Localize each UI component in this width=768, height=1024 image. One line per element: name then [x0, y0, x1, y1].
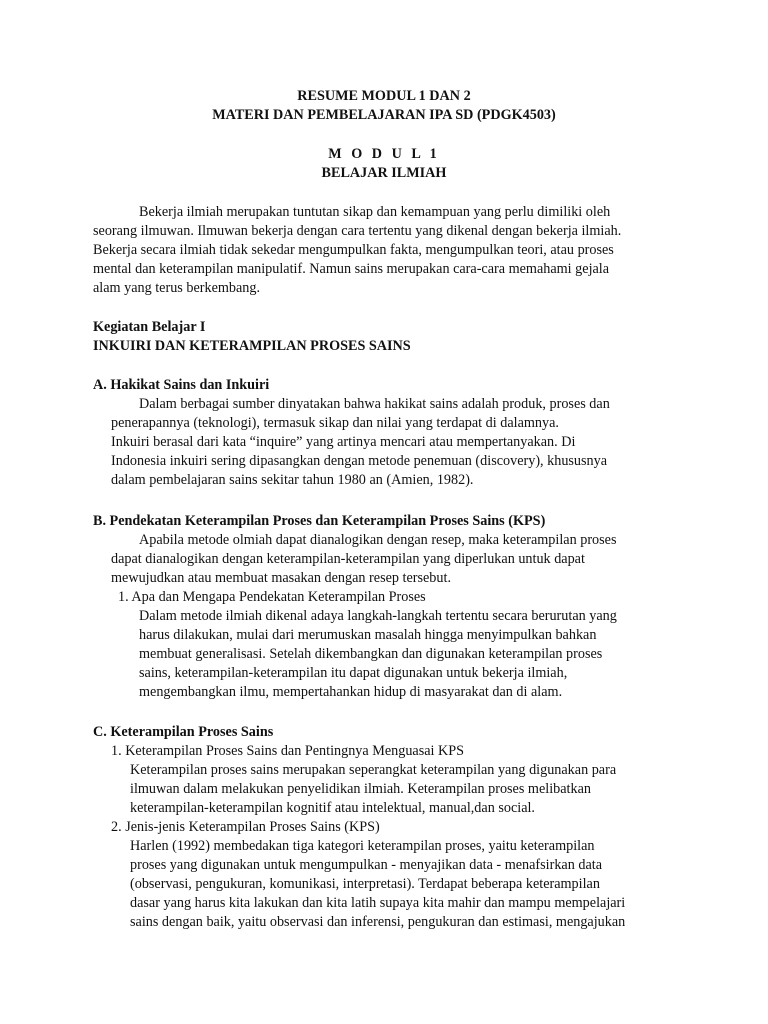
- document-title: RESUME MODUL 1 DAN 2: [297, 88, 471, 104]
- paragraph-line: Inkuiri berasal dari kata “inquire” yang artinya mencari atau mempertanyakan. Di: [111, 434, 576, 450]
- paragraph-line: dapat dianalogikan dengan keterampilan-keterampilan yang diperlukan untuk dapat: [111, 551, 585, 567]
- paragraph-line: Dalam berbagai sumber dinyatakan bahwa hakikat sains adalah produk, proses dan: [139, 396, 610, 412]
- paragraph-line: Bekerja secara ilmiah tidak sekedar mengumpulkan fakta, mengumpulkan teori, atau proses: [93, 242, 614, 258]
- paragraph-line: membuat generalisasi. Setelah dikembangkan dan digunakan keterampilan proses: [139, 646, 603, 662]
- paragraph-line: proses yang digunakan untuk mengumpulkan - menyajikan data - menafsirkan data: [130, 857, 602, 873]
- kegiatan-label: Kegiatan Belajar I: [93, 319, 206, 335]
- paragraph-line: dalam pembelajaran sains sekitar tahun 1980 an (Amien, 1982).: [111, 472, 474, 488]
- list-item-title: 1. Keterampilan Proses Sains dan Pentingnya Menguasai KPS: [111, 743, 465, 759]
- paragraph-line: Dalam metode ilmiah dikenal adaya langkah-langkah tertentu secara berurutan yang: [139, 608, 617, 624]
- paragraph-line: ilmuwan dalam melakukan penyelidikan ilmiah. Keterampilan proses melibatkan: [130, 781, 591, 797]
- paragraph-line: keterampilan-keterampilan kognitif atau intelektual, manual,dan social.: [130, 800, 535, 816]
- paragraph-line: mental dan keterampilan manipulatif. Namun sains merupakan cara-cara memahami gejala: [93, 261, 610, 277]
- paragraph-line: Keterampilan proses sains merupakan seperangkat keterampilan yang digunakan para: [130, 762, 617, 778]
- paragraph-line: mengembangkan ilmu, mempertahankan hidup di masyarakat dan di alam.: [139, 684, 563, 700]
- paragraph-line: mewujudkan atau membuat masakan dengan resep tersebut.: [111, 570, 451, 586]
- paragraph-line: Bekerja ilmiah merupakan tuntutan sikap dan kemampuan yang perlu dimiliki oleh: [139, 204, 611, 220]
- paragraph-line: penerapannya (teknologi), termasuk sikap dan nilai yang terdapat di dalamnya.: [111, 415, 559, 431]
- document-subtitle: MATERI DAN PEMBELAJARAN IPA SD (PDGK4503): [212, 107, 556, 123]
- kegiatan-title: INKUIRI DAN KETERAMPILAN PROSES SAINS: [93, 338, 411, 354]
- paragraph-line: alam yang terus berkembang.: [93, 280, 261, 296]
- paragraph-line: Apabila metode olmiah dapat dianalogikan dengan resep, maka keterampilan proses: [139, 532, 617, 548]
- list-item-title: 1. Apa dan Mengapa Pendekatan Keterampilan Proses: [118, 589, 426, 605]
- modul-subheading: BELAJAR ILMIAH: [321, 165, 447, 181]
- section-heading: A. Hakikat Sains dan Inkuiri: [93, 377, 270, 393]
- paragraph-line: Indonesia inkuiri sering dipasangkan dengan metode penemuan (discovery), khususnya: [111, 453, 608, 469]
- paragraph-line: seorang ilmuwan. Ilmuwan bekerja dengan cara tertentu yang dikenal dengan bekerja ilmiah.: [93, 223, 622, 239]
- paragraph-line: sains, keterampilan-keterampilan itu dapat digunakan untuk bekerja ilmiah,: [139, 665, 568, 681]
- list-item-title: 2. Jenis-jenis Keterampilan Proses Sains (KPS): [111, 819, 380, 835]
- section-heading: B. Pendekatan Keterampilan Proses dan Keterampilan Proses Sains (KPS): [93, 513, 546, 529]
- paragraph-line: harus dilakukan, mulai dari merumuskan masalah hingga menyimpulkan bahkan: [139, 627, 597, 643]
- section-heading: C. Keterampilan Proses Sains: [93, 724, 274, 740]
- paragraph-line: Harlen (1992) membedakan tiga kategori keterampilan proses, yaitu keterampilan: [130, 838, 595, 854]
- paragraph-line: dasar yang harus kita lakukan dan kita latih supaya kita mahir dan mampu mempelajari: [130, 895, 626, 911]
- paragraph-line: (observasi, pengukuran, komunikasi, interpretasi). Terdapat beberapa keterampilan: [130, 876, 600, 892]
- paragraph-line: sains dengan baik, yaitu observasi dan inferensi, pengukuran dan estimasi, mengajukan: [130, 914, 626, 930]
- modul-heading: M O D U L 1: [328, 146, 440, 162]
